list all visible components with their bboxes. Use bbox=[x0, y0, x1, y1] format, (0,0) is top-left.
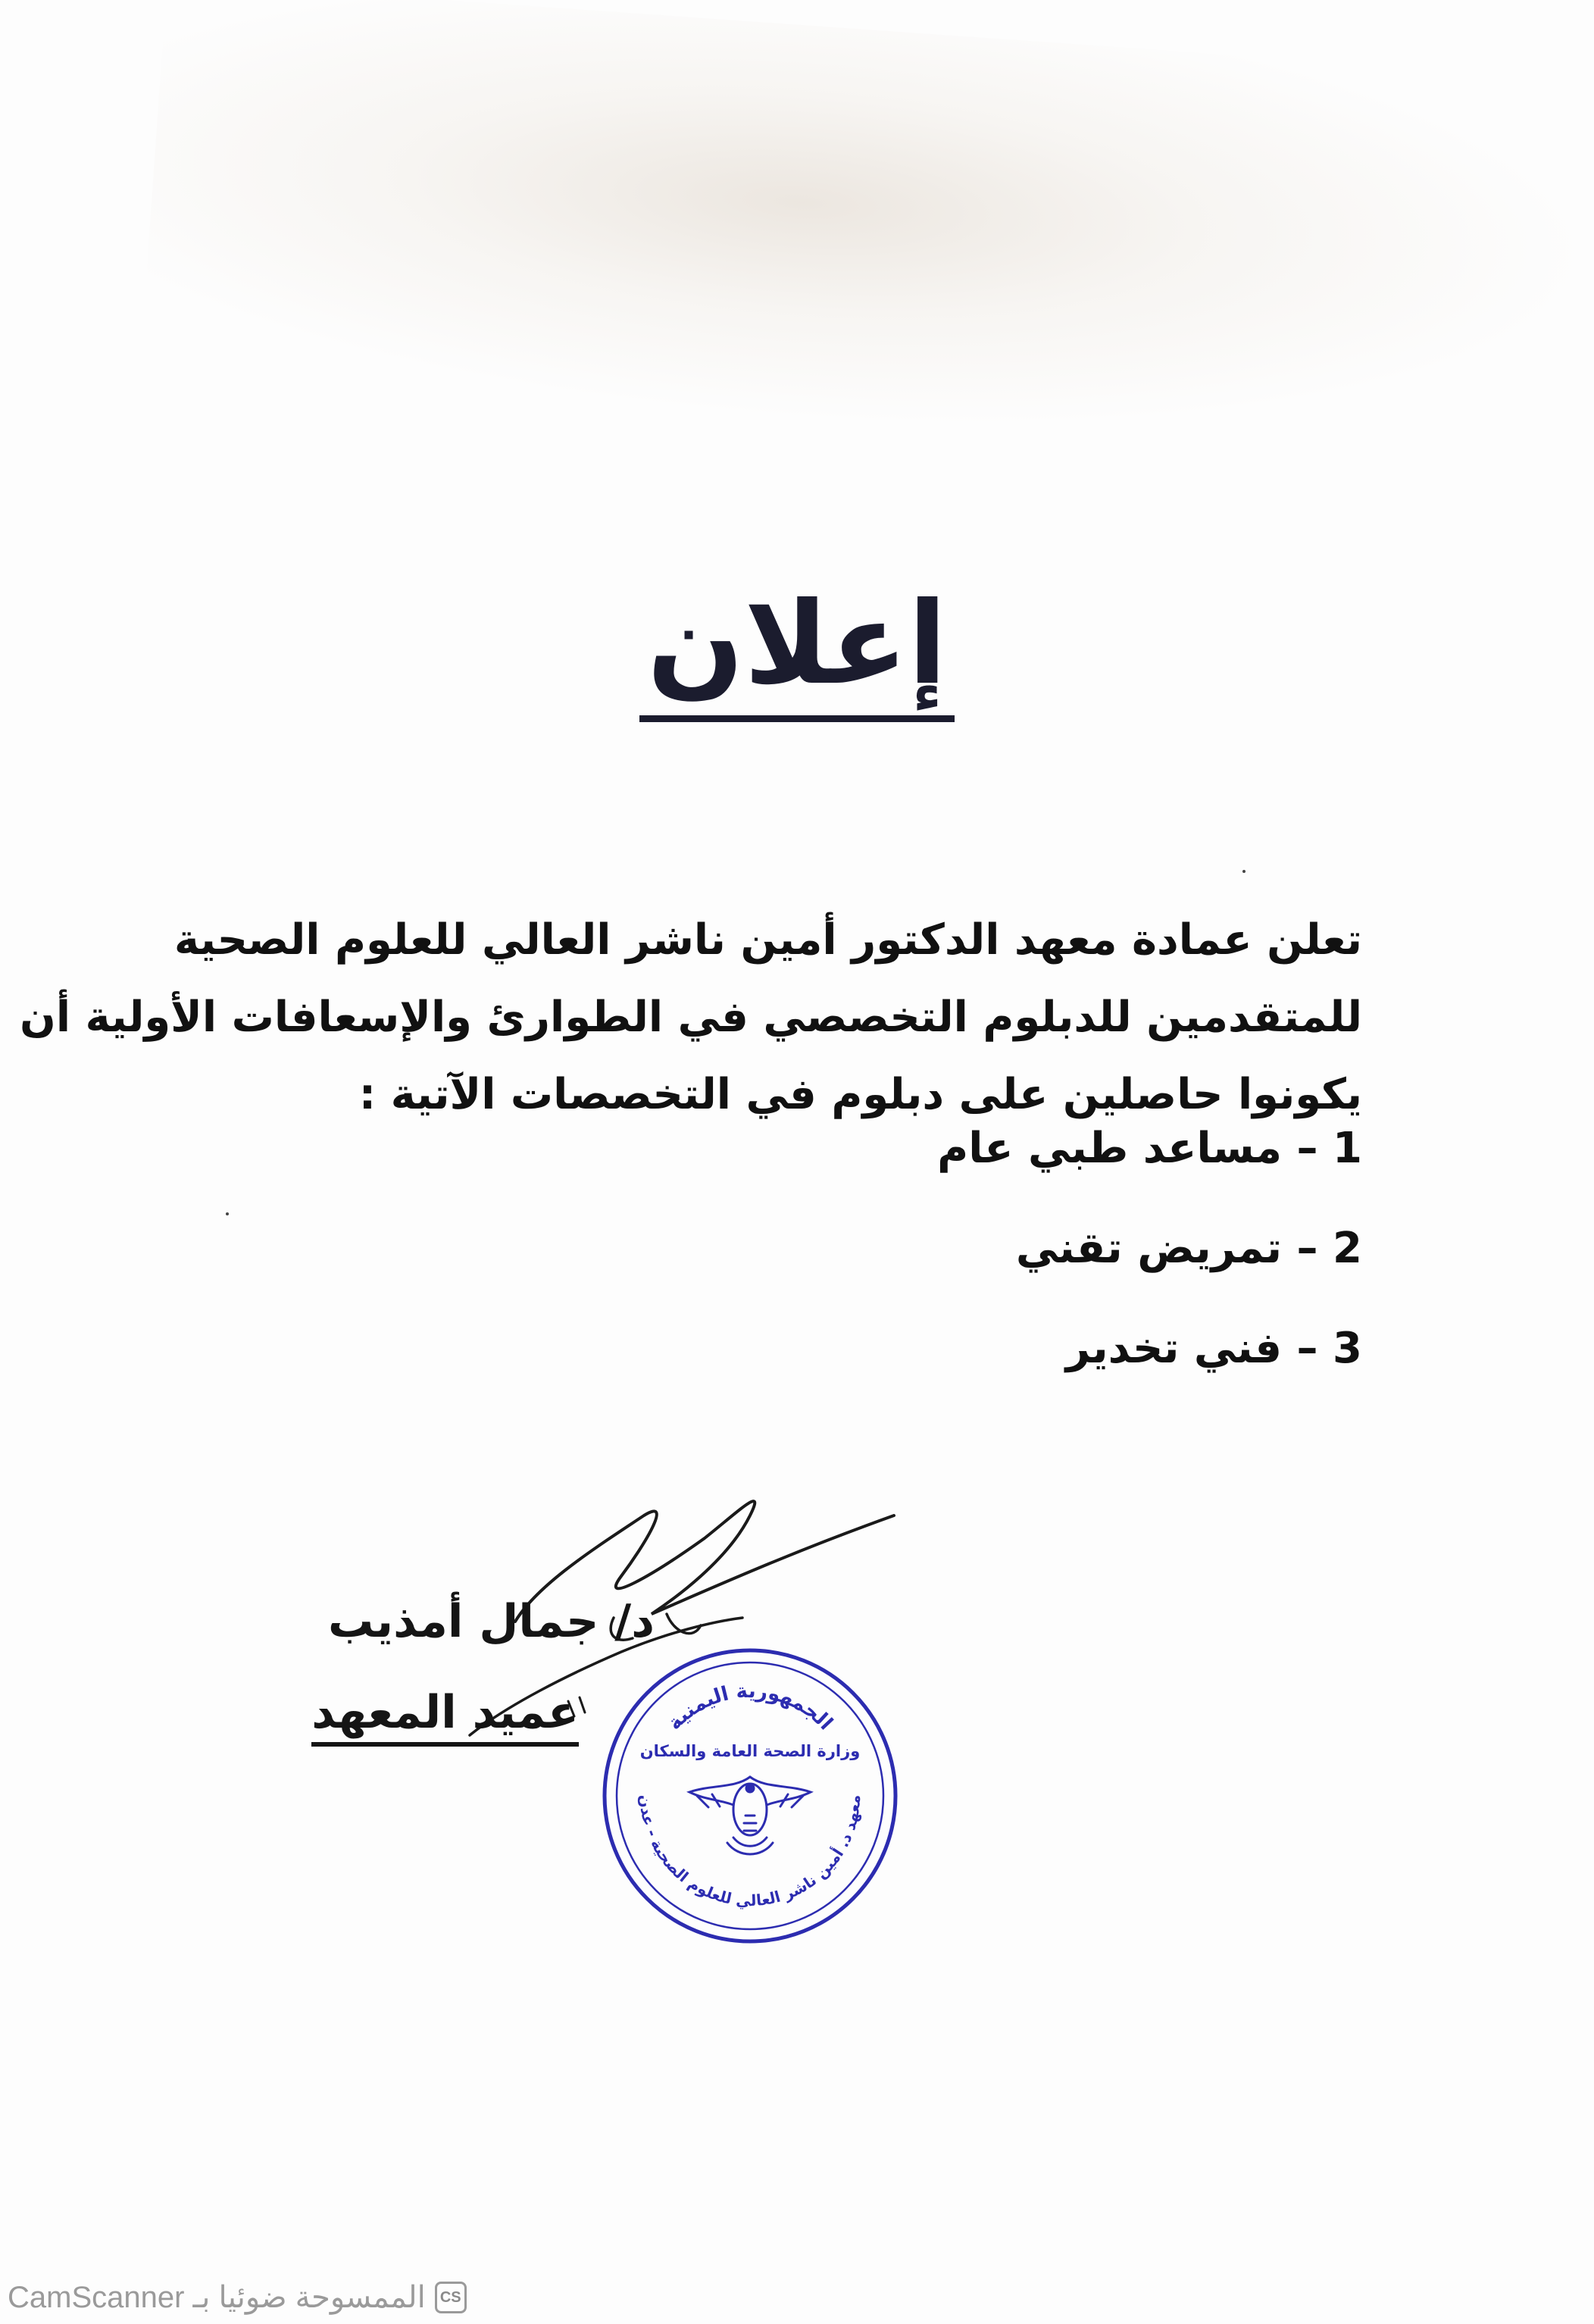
stamp-institute-text: معهد د. أمين ناشر العالي للعلوم الصحية - عدن bbox=[636, 1794, 864, 1910]
speck bbox=[226, 1212, 229, 1215]
body-line: يكونوا حاصلين على دبلوم في التخصصات الآتية : bbox=[358, 1070, 1362, 1119]
body-line: تعلن عمادة معهد الدكتور أمين ناشر العالي للعلوم الصحية bbox=[173, 915, 1362, 965]
eagle-emblem-icon bbox=[689, 1777, 811, 1854]
scanner-footer bbox=[8, 2281, 467, 2314]
stamp-outer-text: الجمهورية اليمنية bbox=[663, 1679, 837, 1735]
announcement-title-text: إعلان bbox=[639, 576, 955, 722]
scanner-label: الممسوحة ضوئيا بـ CamScanner bbox=[8, 2281, 426, 2314]
paper-shadow bbox=[139, 0, 1594, 474]
signer-title: عميد المعهد bbox=[311, 1686, 579, 1747]
specializations-list bbox=[453, 1099, 1362, 1399]
speck bbox=[1242, 870, 1246, 873]
official-stamp bbox=[599, 1644, 902, 1947]
specialization-item: 3 – فني تخدير bbox=[1065, 1324, 1362, 1373]
specialization-item: 2 – تمريض تقني bbox=[1015, 1224, 1362, 1273]
signer-name: د/ جمال أمذيب bbox=[328, 1595, 655, 1648]
camscanner-logo-icon: CS bbox=[435, 2282, 467, 2313]
announcement-title bbox=[0, 576, 1594, 722]
specialization-item: 1 – مساعد طبي عام bbox=[937, 1124, 1362, 1173]
stamp-ministry-text: وزارة الصحة العامة والسكان bbox=[639, 1742, 861, 1760]
body-line: للمتقدمين للدبلوم التخصصي في الطوارئ والإسعافات الأولية أن bbox=[20, 993, 1362, 1042]
